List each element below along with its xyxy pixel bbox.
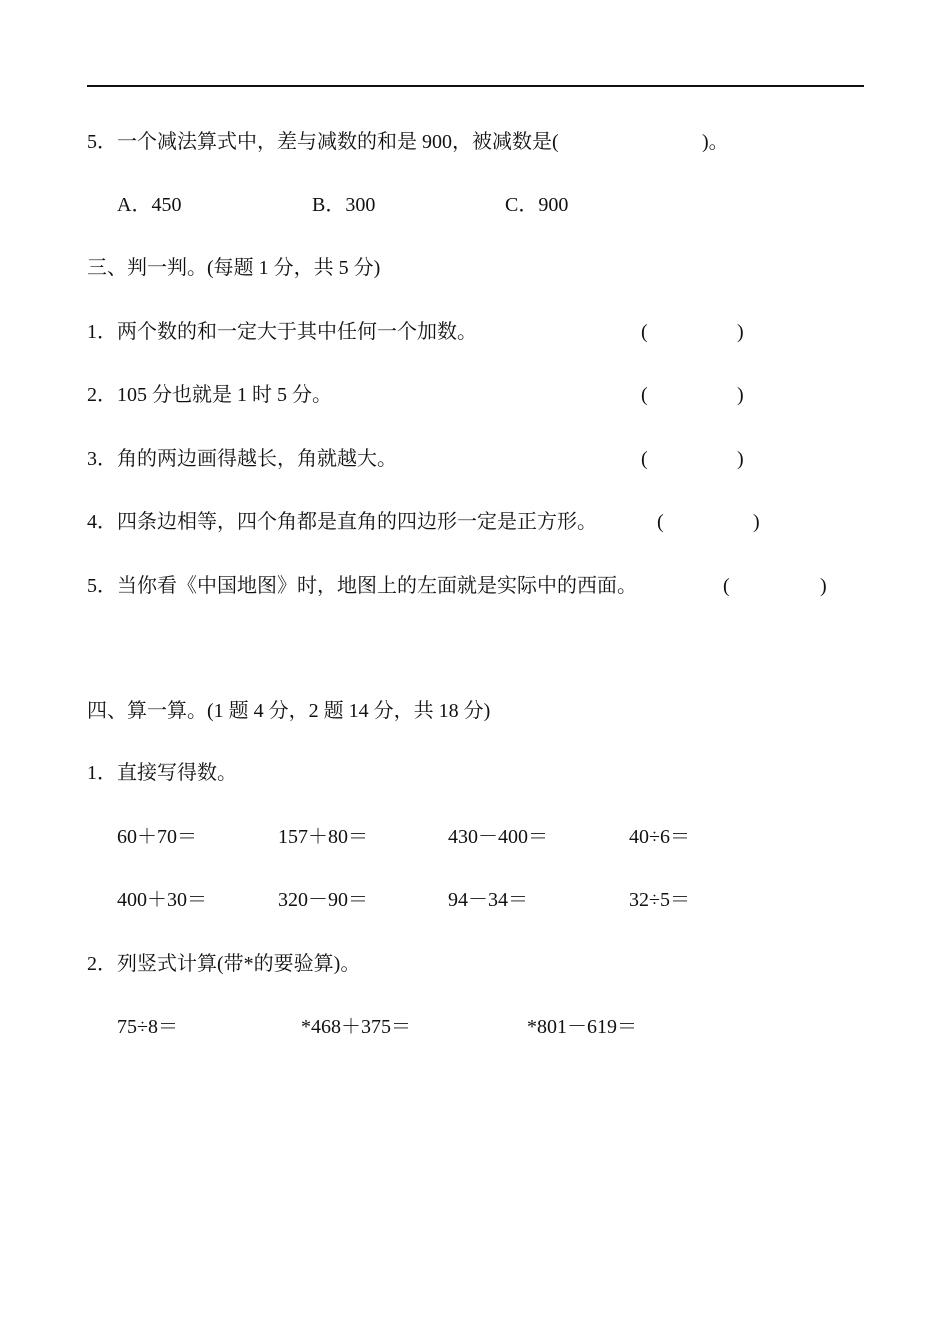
part-2-title: 2．列竖式计算(带*的要验算)。 [87, 953, 361, 975]
vertical-calc-item: *468＋375＝ [301, 1016, 411, 1038]
answer-paren-open[interactable]: ( [641, 384, 648, 406]
vertical-calc-item: *801－619＝ [527, 1016, 637, 1038]
judge-item-2: 2．105 分也就是 1 时 5 分。 [87, 384, 332, 406]
option-a[interactable]: A．450 [117, 194, 182, 216]
question-5-text: 5．一个减法算式中，差与减数的和是 900，被减数是( [87, 131, 559, 153]
answer-paren-open[interactable]: ( [657, 511, 664, 533]
judge-item-3: 3．角的两边画得越长，角就越大。 [87, 448, 397, 470]
option-c[interactable]: C．900 [505, 194, 569, 216]
answer-paren-open[interactable]: ( [641, 321, 648, 343]
answer-paren-open[interactable]: ( [723, 575, 730, 597]
answer-paren-close: ) [753, 511, 760, 533]
answer-paren-close: ) [820, 575, 827, 597]
mental-math-item: 400＋30＝ [117, 889, 207, 911]
part-1-title: 1．直接写得数。 [87, 762, 237, 784]
mental-math-item: 320－90＝ [278, 889, 368, 911]
header-rule [87, 85, 864, 87]
option-b[interactable]: B．300 [312, 194, 376, 216]
mental-math-item: 32÷5＝ [629, 889, 690, 911]
answer-paren-close: ) [737, 321, 744, 343]
answer-paren-close: ) [737, 448, 744, 470]
section-4-title: 四、算一算。(1 题 4 分，2 题 14 分，共 18 分) [87, 700, 491, 722]
mental-math-item: 40÷6＝ [629, 826, 690, 848]
section-3-title: 三、判一判。(每题 1 分，共 5 分) [87, 257, 381, 279]
mental-math-item: 60＋70＝ [117, 826, 197, 848]
question-5-close: )。 [702, 131, 729, 153]
mental-math-item: 430－400＝ [448, 826, 548, 848]
mental-math-item: 157＋80＝ [278, 826, 368, 848]
judge-item-5: 5．当你看《中国地图》时，地图上的左面就是实际中的西面。 [87, 575, 637, 597]
judge-item-1: 1．两个数的和一定大于其中任何一个加数。 [87, 321, 477, 343]
judge-item-4: 4．四条边相等，四个角都是直角的四边形一定是正方形。 [87, 511, 597, 533]
mental-math-item: 94－34＝ [448, 889, 528, 911]
answer-paren-open[interactable]: ( [641, 448, 648, 470]
answer-paren-close: ) [737, 384, 744, 406]
vertical-calc-item: 75÷8＝ [117, 1016, 178, 1038]
